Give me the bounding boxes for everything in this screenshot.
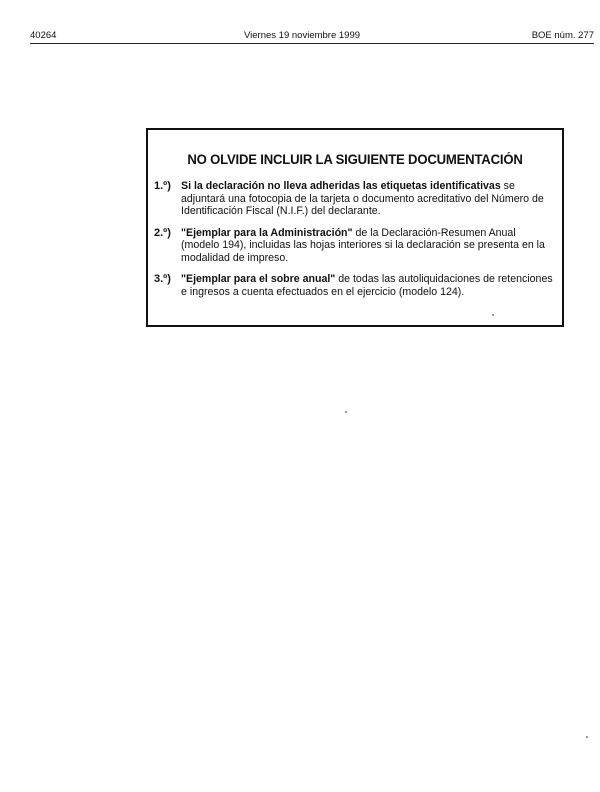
notice-item: [154, 227, 556, 265]
notice-title: NO OLVIDE INCLUIR LA SIGUIENTE DOCUMENTACIÓN: [187, 152, 523, 167]
publication-date: Viernes 19 noviembre 1999: [244, 30, 361, 41]
item-bold-text: "Ejemplar para la Administración": [181, 226, 353, 239]
page-number: 40264: [30, 30, 57, 41]
item-text: [181, 273, 556, 298]
item-plain-text: se adjuntará una fotocopia de la tarjeta o documento acreditativo del Número de Identificación Fiscal (N.I.F.) del declarante.: [181, 180, 544, 217]
item-text: [181, 180, 556, 218]
item-plain-text: de todas las autoliquidaciones de retenciones e ingresos a cuenta efectuados en el ejercicio (modelo 124).: [181, 273, 553, 298]
item-number: 3.º): [154, 273, 171, 285]
scan-speck: [586, 736, 588, 738]
item-text: [181, 227, 556, 265]
item-number: 2.º): [154, 226, 171, 239]
item-bold-text: "Ejemplar para el sobre anual": [181, 273, 336, 285]
item-bold-text: Si la declaración no lleva adheridas las etiquetas identificativas: [181, 180, 501, 192]
documentation-notice-box: [146, 128, 564, 327]
scan-speck: [492, 314, 494, 316]
notice-item: [154, 273, 556, 298]
scan-speck: [345, 411, 347, 413]
item-number: 1.º): [154, 180, 171, 192]
item-plain-text: de la Declaración-Resumen Anual (modelo 194), incluidas las hojas interiores si la declaración se presenta en la modalidad de impreso.: [181, 226, 545, 264]
bulletin-number: BOE núm. 277: [531, 30, 594, 41]
page-header: [30, 29, 594, 44]
notice-item: [154, 180, 556, 218]
